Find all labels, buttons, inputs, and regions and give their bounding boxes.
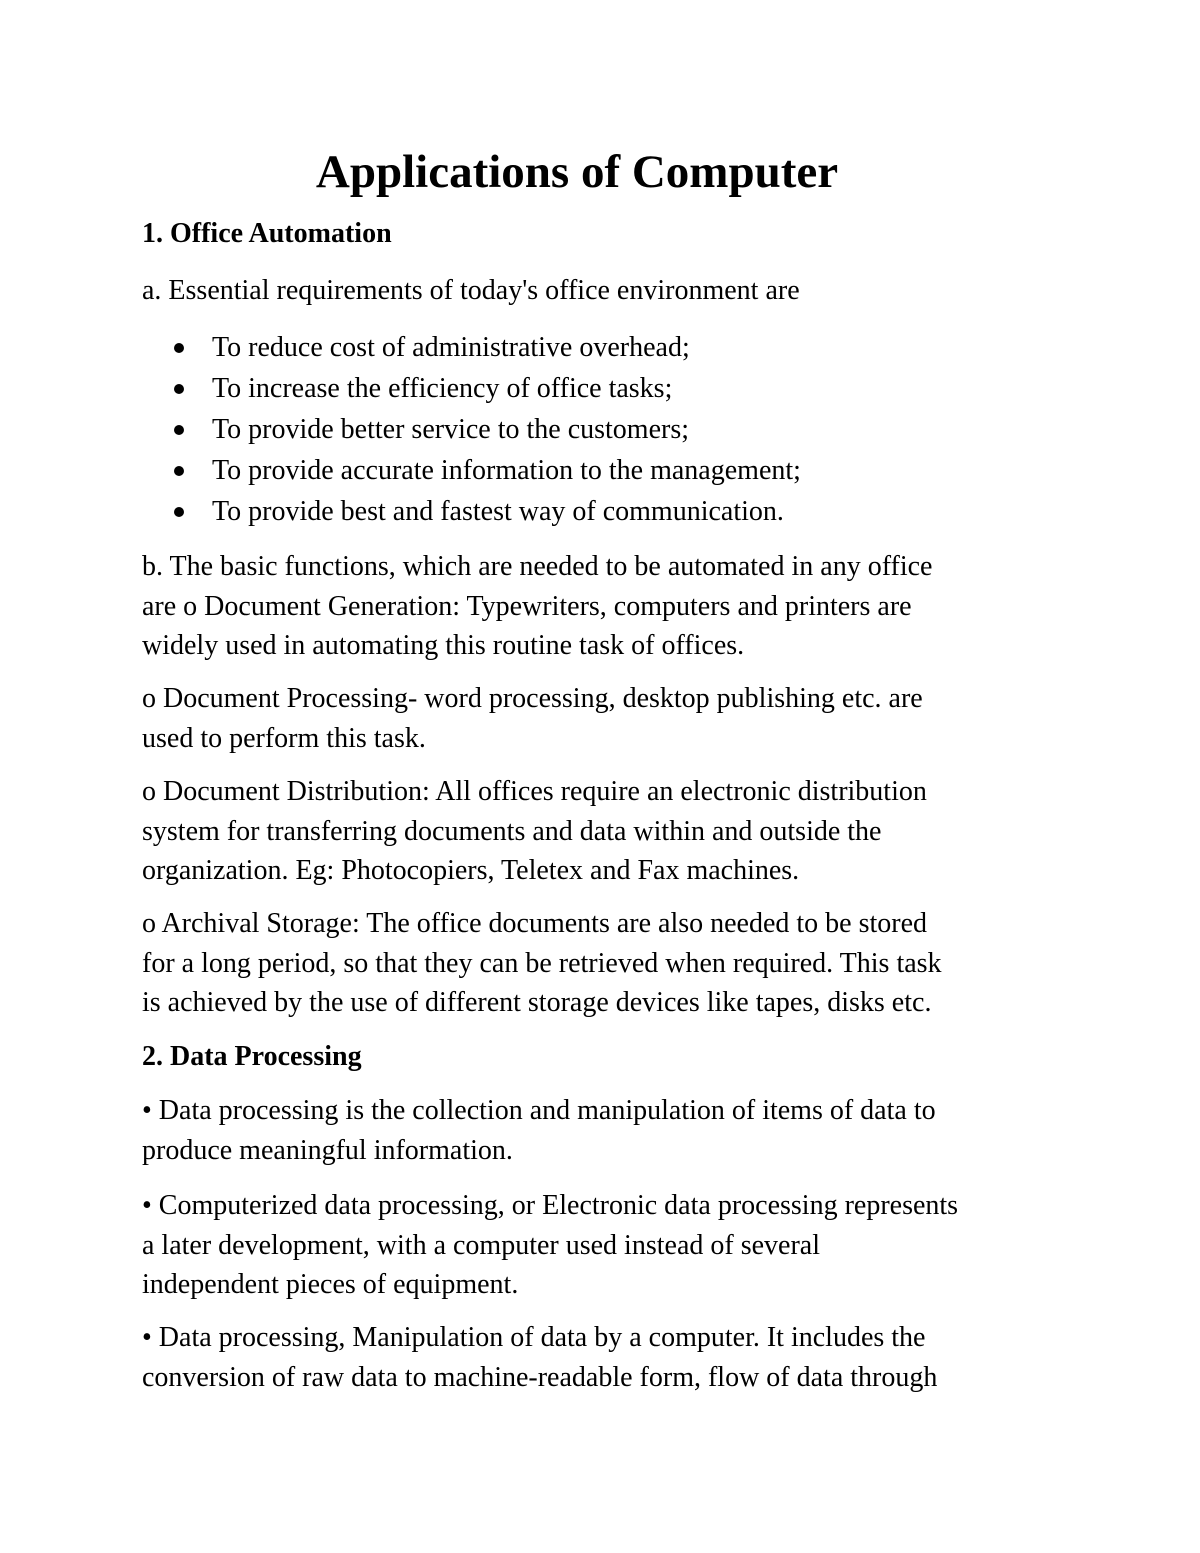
- bullet-icon: [174, 343, 184, 353]
- bullet-icon: [174, 425, 184, 435]
- data-processing-point-3: • Data processing, Manipulation of data by a computer. It includes the conversion of raw data to machine-readable form, flow of data through: [142, 1322, 938, 1393]
- list-item: To provide better service to the customers;: [142, 409, 801, 450]
- page-title: Applications of Computer: [315, 146, 839, 198]
- list-item: To increase the efficiency of office tasks;: [142, 368, 801, 409]
- bullet-icon: [174, 384, 184, 394]
- requirements-list: [142, 327, 801, 532]
- list-item: To provide accurate information to the management;: [142, 450, 801, 491]
- requirements-intro: a. Essential requirements of today's office environment are: [142, 275, 800, 306]
- bullet-icon: [174, 466, 184, 476]
- document-distribution-paragraph: o Document Distribution: All offices require an electronic distribution system for transferring documents and data within and outside the organization. Eg: Photocopiers, Teletex and Fax machines.: [142, 776, 927, 886]
- functions-paragraph: b. The basic functions, which are needed to be automated in any office are o Document Generation: Typewriters, computers and printers are widely used in automating this routine task of offices.: [142, 551, 933, 661]
- document-processing-paragraph: o Document Processing- word processing, desktop publishing etc. are used to perform this task.: [142, 683, 923, 754]
- section-heading-office-automation: 1. Office Automation: [142, 218, 392, 249]
- list-item: To provide best and fastest way of communication.: [142, 491, 801, 532]
- list-item: To reduce cost of administrative overhead;: [142, 327, 801, 368]
- archival-storage-paragraph: o Archival Storage: The office documents are also needed to be stored for a long period, so that they can be retrieved when required. This task is achieved by the use of different storage devices like tapes, disks etc.: [142, 908, 942, 1018]
- data-processing-point-2: • Computerized data processing, or Electronic data processing represents a later development, with a computer used instead of several independent pieces of equipment.: [142, 1190, 959, 1300]
- bullet-icon: [174, 507, 184, 517]
- section-heading-data-processing: 2. Data Processing: [142, 1041, 362, 1072]
- data-processing-point-1: • Data processing is the collection and manipulation of items of data to produce meaningful information.: [142, 1095, 936, 1166]
